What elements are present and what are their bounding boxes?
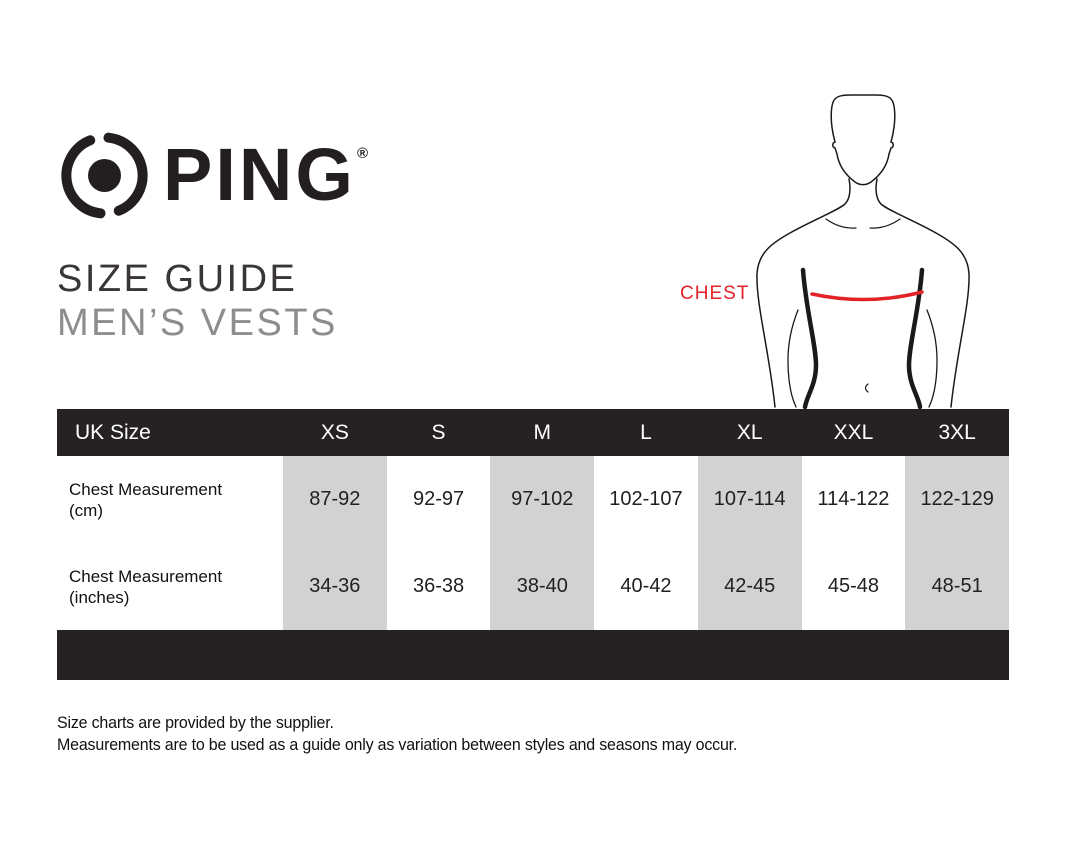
column-header-xl: XL <box>736 420 763 444</box>
cell-cm-xs: 87-92 <box>283 456 387 543</box>
cell-cm-xl: 107-114 <box>698 456 802 543</box>
figure-left-clavicle <box>826 219 856 228</box>
figure-right-torso-line <box>909 270 922 407</box>
ping-ring-dot-icon <box>57 128 152 223</box>
cell-in-l: 40-42 <box>620 575 672 597</box>
cell-in-xs: 34-36 <box>283 543 387 630</box>
supplier-note-line1: Size charts are provided by the supplier. <box>57 714 334 732</box>
figure-head <box>831 95 895 185</box>
cell-cm-xxl: 114-122 <box>817 488 890 510</box>
column-header-3xl: 3XL <box>938 420 976 444</box>
column-header-l: L <box>640 420 652 444</box>
figure-right-clavicle <box>870 219 900 228</box>
row-label-chest-inches <box>57 543 283 630</box>
table-header-row <box>57 409 1009 456</box>
cell-in-s: 36-38 <box>412 575 465 597</box>
cell-in-xxl: 45-48 <box>827 575 879 597</box>
chest-measurement-label: CHEST <box>680 283 750 304</box>
row-label-line1: Chest Measurement <box>69 566 223 586</box>
cell-in-xl: 42-45 <box>698 543 802 630</box>
male-torso-figure <box>745 88 985 409</box>
row-label-line2: (inches) <box>69 587 130 607</box>
figure-left-forearm-line <box>788 310 798 407</box>
cell-in-m: 38-40 <box>490 543 594 630</box>
supplier-note <box>57 713 737 756</box>
registered-trademark-symbol: ® <box>357 145 369 162</box>
page-title: SIZE GUIDE <box>57 258 298 300</box>
cell-in-3xl: 48-51 <box>905 543 1009 630</box>
figure-left-torso-line <box>803 270 816 407</box>
cell-cm-m: 97-102 <box>490 456 594 543</box>
chest-measure-line <box>812 292 922 300</box>
figure-navel-mark <box>866 384 869 392</box>
cell-cm-s: 92-97 <box>412 488 465 510</box>
row-label-line2: (cm) <box>69 500 103 520</box>
figure-right-forearm-line <box>927 310 937 407</box>
ping-logo <box>57 127 387 227</box>
column-header-xs: XS <box>320 420 349 444</box>
table-footer-bar <box>57 630 1009 680</box>
cell-cm-l: 102-107 <box>609 488 683 510</box>
page-subtitle: MEN’S VESTS <box>57 302 338 344</box>
ping-wordmark: PING <box>163 133 356 216</box>
size-chart-table <box>57 409 1009 680</box>
row-label-chest-cm <box>57 456 283 543</box>
table-body <box>57 456 1009 630</box>
column-header-m: M <box>533 420 552 444</box>
cell-cm-3xl: 122-129 <box>905 456 1009 543</box>
column-header-s: S <box>431 420 446 444</box>
column-header-xxl: XXL <box>833 420 874 444</box>
supplier-note-line2: Measurements are to be used as a guide only as variation between styles and seasons may occur. <box>57 735 738 754</box>
column-header-uk-size: UK Size <box>75 420 151 444</box>
row-label-line1: Chest Measurement <box>69 479 223 499</box>
